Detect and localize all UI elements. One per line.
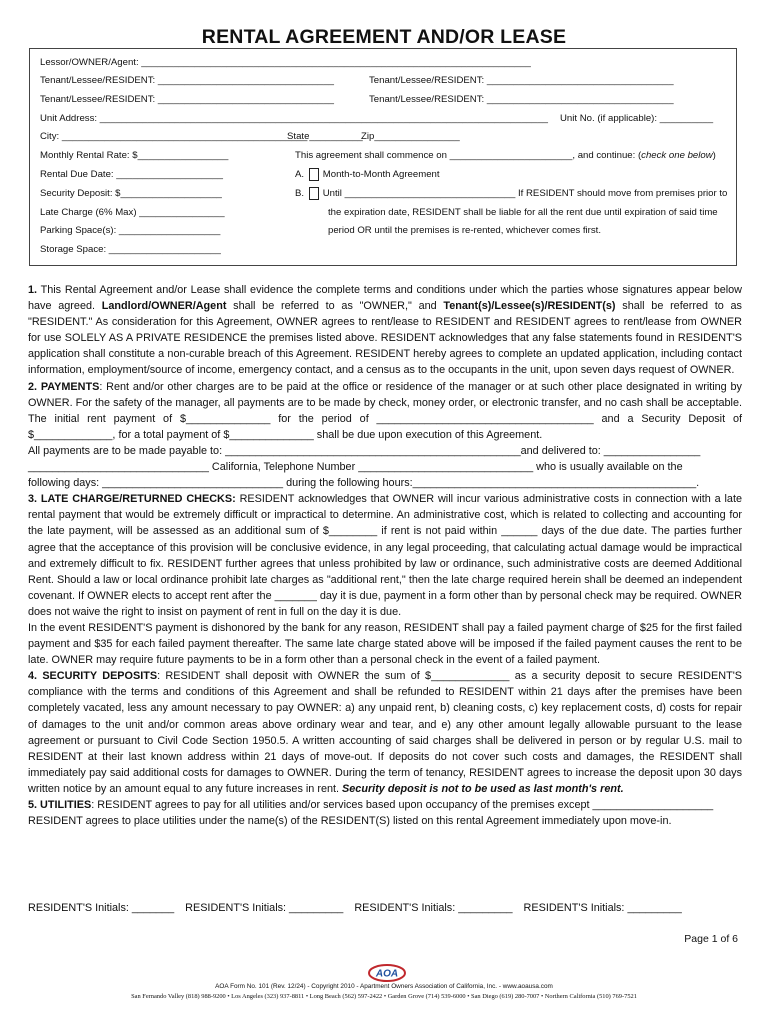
resident-initials-3[interactable]: RESIDENT'S Initials: _________ bbox=[354, 902, 513, 914]
tenant-field-4[interactable]: Tenant/Lessee/RESIDENT: ___________________________________ bbox=[369, 94, 674, 105]
logo-text: AOA bbox=[375, 968, 399, 980]
option-b-fixed-term[interactable]: B. Until ________________________________ If RESIDENT should move from premises prior to bbox=[295, 188, 728, 200]
footer-office-phones: San Fernando Valley (818) 988-9200 • Los Angeles (323) 937-8811 • Long Beach (562) 597-2422 • Garden Grove (714) 539-6000 • San Diego (619) 280-7007 • Northern California (510) 769-7521 bbox=[131, 993, 637, 1000]
agreement-body bbox=[28, 282, 742, 829]
option-b-text-line-2: the expiration date, RESIDENT shall be liable for all the rent due until expiration of said time bbox=[328, 207, 718, 218]
aoa-logo-icon bbox=[367, 961, 407, 983]
tenant-field-3[interactable]: Tenant/Lessee/RESIDENT: _________________________________ bbox=[40, 94, 334, 105]
option-b-checkbox[interactable] bbox=[309, 187, 319, 200]
city-field[interactable]: City: ______________________________________________ bbox=[40, 131, 308, 142]
lease-info-box bbox=[29, 48, 737, 266]
security-deposit-field[interactable]: Security Deposit: $___________________ bbox=[40, 188, 222, 199]
section-4-paragraph: 4. SECURITY DEPOSITS: RESIDENT shall deposit with OWNER the sum of $_____________ as a security deposit to secure RESIDENT'S compliance with the terms and conditions of this Agreement and shall be refunded to RESIDENT within 21 days after the premises have been completely vacated, less any amount necessary to pay OWNER: a) any unpaid rent, b) cleaning costs, c) key replacement costs, d) costs for repair of damages to the unit and/or common areas above ordinary wear and tear, and e) any other amount legally allowable pursuant to the lease agreement or pursuant to Civil Code Section 1950.5. A written accounting of said charges shall be delivered in person or by regular U.S. mail to RESIDENT at their last known address within 21 days of move-out. If deposits do not cover such costs and damages, the RESIDENT shall immediately pay said additional costs for damages to OWNER. During the term of tenancy, RESIDENT agrees to increase the deposit upon 30 days written notice by an amount equal to any future increases in rent. Security deposit is not to be used as last month's rent. bbox=[28, 670, 742, 795]
page-number: Page 1 of 6 bbox=[684, 933, 738, 945]
section-2-hours-line: following days: ______________________________ during the following hours:_______________________________________________. bbox=[28, 477, 700, 490]
late-charge-field[interactable]: Late Charge (6% Max) ________________ bbox=[40, 207, 225, 218]
resident-initials-row bbox=[28, 902, 742, 914]
resident-initials-4[interactable]: RESIDENT'S Initials: _________ bbox=[523, 902, 682, 914]
section-5-paragraph: 5. UTILITIES: RESIDENT agrees to pay for all utilities and/or services based upon occupancy of the premises except ____________________ bbox=[28, 799, 714, 811]
monthly-rent-field[interactable]: Monthly Rental Rate: $_________________ bbox=[40, 150, 229, 161]
section-2-paragraph: 2. PAYMENTS: Rent and/or other charges are to be paid at the office or residence of the manager or at such other place designated in writing by OWNER. For the safety of the manager, all payments are to be made by check, money order, or electronic transfer, and no cash shall be acceptable. The initial rent payment of $______________ for the period of ____________________________________ and a Security Deposit of $_____________, for a total payment of $______________ shall be due upon execution of this Agreement. bbox=[28, 380, 742, 441]
section-1-paragraph: 1. This Rental Agreement and/or Lease shall evidence the complete terms and conditions under which the parties whose signatures appear below have agreed. Landlord/OWNER/Agent shall be referred to as "OWNER," and Tenant(s)/Lessee(s)/RESIDENT(s) shall be referred to as "RESIDENT." As consideration for this Agreement, OWNER agrees to rent/lease to RESIDENT and RESIDENT agrees to rent/lease from OWNER for use SOLELY AS A PRIVATE RESIDENCE the premises listed above. RESIDENT acknowledges that any false statements found in RESIDENT'S application shall constitute a non-curable breach of this Agreement. RESIDENT hereby agrees to complete an updated application, including contact information, employment/source of income, emergency contact, and a census as to the occupants in the unit, upon seven days request of OWNER. bbox=[28, 284, 742, 377]
lessor-field[interactable]: Lessor/OWNER/Agent: _________________________________________________________________________ bbox=[40, 57, 531, 68]
resident-initials-2[interactable]: RESIDENT'S Initials: _________ bbox=[185, 902, 344, 914]
option-b-text-line-3: period OR until the premises is re-rented, whichever comes first. bbox=[328, 225, 601, 236]
section-3-paragraph: 3. LATE CHARGE/RETURNED CHECKS: RESIDENT acknowledges that OWNER will incur various administrative costs in connection with a late rental payment that would be extremely difficult or impractical to determine. An administrative cost, which is related to collecting and accounting for the late payment, will be assessed as an additional sum of $________ if rent is not paid within ______ days of the due date. The parties further agree that the acceptance of this provision will be conclusive evidence, in any legal proceeding, that calculating actual damage would be impractical and extremely difficult to fix. RESIDENT further agrees that unless prohibited by law or ordinance, such administrative costs are deemed Additional Rent. Should a law or local ordinance prohibit late charges as "additional rent," then the late charge required herein shall be deemed an independent covenant. If OWNER elects to accept rent after the _______ day it is due, payment in a form other than by personal check may be required. OWNER does not waive the right to insist on payment of rent in full on the day it is due. bbox=[28, 493, 743, 618]
state-field[interactable]: State__________ bbox=[287, 131, 363, 142]
unit-address-field[interactable]: Unit Address: ____________________________________________________________________________________ bbox=[40, 113, 548, 124]
zip-field[interactable]: Zip________________ bbox=[361, 131, 460, 142]
section-3-failed-payment-paragraph: In the event RESIDENT'S payment is dishonored by the bank for any reason, RESIDENT shall pay a failed payment charge of $25 for the first failed payment and $35 for each failed payment thereafter. The same late charge stated above will be imposed if the failed payment causes the rent to be late. OWNER may require future payments to be in a form other than a personal check in the event of a failed payment. bbox=[28, 621, 742, 667]
rental-due-date-field[interactable]: Rental Due Date: ____________________ bbox=[40, 169, 223, 180]
resident-initials-1[interactable]: RESIDENT'S Initials: _______ bbox=[28, 902, 175, 914]
footer-copyright: AOA Form No. 101 (Rev. 12/24) - Copyright 2010 - Apartment Owners Association of California, Inc. - www.aoausa.com bbox=[215, 983, 553, 990]
unit-number-field[interactable]: Unit No. (if applicable): __________ bbox=[560, 113, 714, 124]
tenant-field-1[interactable]: Tenant/Lessee/RESIDENT: _________________________________ bbox=[40, 75, 334, 86]
option-a-month-to-month[interactable]: A. Month-to-Month Agreement bbox=[295, 169, 440, 181]
tenant-field-2[interactable]: Tenant/Lessee/RESIDENT: ___________________________________ bbox=[369, 75, 674, 86]
section-2-payable-line: All payments are to be made payable to: _________________________________________________and delivered to: ________________ bbox=[28, 444, 701, 457]
section-2-telephone-line: ______________________________ California, Telephone Number _____________________________ who is usually available on the bbox=[28, 461, 683, 474]
option-a-checkbox[interactable] bbox=[309, 168, 319, 181]
parking-space-field[interactable]: Parking Space(s): ___________________ bbox=[40, 225, 221, 236]
document-title: RENTAL AGREEMENT AND/OR LEASE bbox=[201, 26, 567, 48]
storage-space-field[interactable]: Storage Space: _____________________ bbox=[40, 244, 221, 255]
commence-date-field[interactable]: This agreement shall commence on _______________________, and continue: (check one below) bbox=[295, 150, 716, 161]
section-5-utilities-line: RESIDENT agrees to place utilities under the name(s) of the RESIDENT(S) listed on this rental Agreement immediately upon move-in. bbox=[28, 815, 672, 828]
